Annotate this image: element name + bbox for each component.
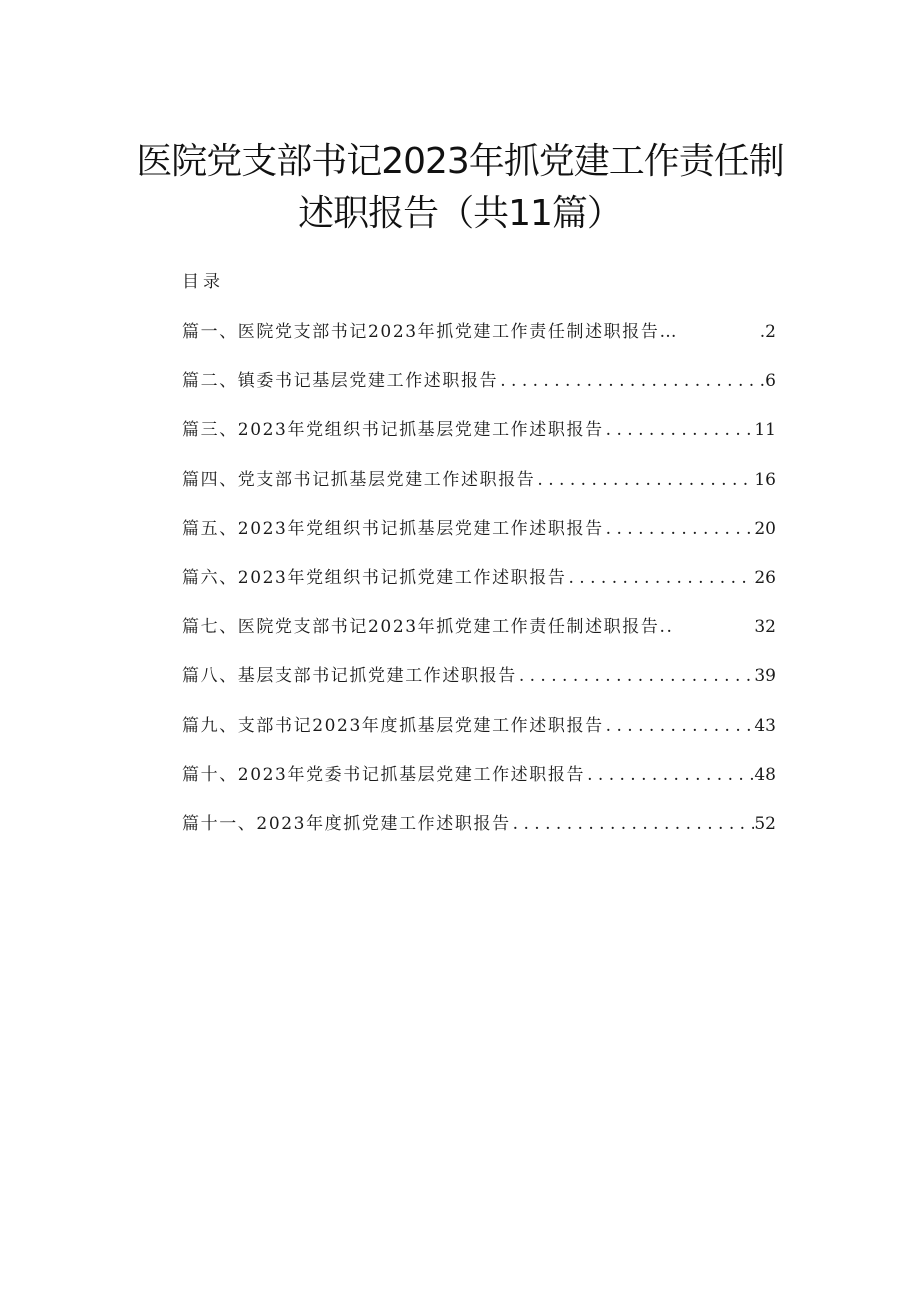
toc-entry[interactable] bbox=[182, 318, 776, 367]
document-title-line-1: 医院党支部书记2023年抓党建工作责任制 bbox=[136, 141, 784, 182]
toc-entry-page: 20 bbox=[754, 518, 776, 539]
toc-entry-page: 48 bbox=[754, 764, 776, 785]
toc-leader-dots bbox=[498, 367, 765, 395]
toc-entry[interactable] bbox=[182, 662, 776, 711]
toc-entry-title: 篇十、2023年党委书记抓基层党建工作述职报告 bbox=[182, 764, 586, 785]
toc-entry-page: .2 bbox=[759, 322, 776, 342]
toc-entry[interactable] bbox=[182, 466, 776, 515]
toc-leader-dots bbox=[585, 761, 754, 789]
toc-entry[interactable] bbox=[182, 564, 776, 613]
toc-entry-page: 6 bbox=[765, 371, 776, 392]
toc-entry-title: 篇三、2023年党组织书记抓基层党建工作述职报告 bbox=[182, 420, 604, 441]
toc-entry[interactable] bbox=[182, 515, 776, 564]
toc-entry-title: 篇八、基层支部书记抓党建工作述职报告 bbox=[182, 666, 517, 687]
toc-entry-page: 11 bbox=[754, 420, 776, 441]
toc-entry-title: 篇二、镇委书记基层党建工作述职报告 bbox=[182, 371, 499, 392]
toc-entry-title: 篇四、党支部书记抓基层党建工作述职报告 bbox=[182, 469, 536, 490]
toc-entry-page: 16 bbox=[754, 469, 776, 490]
toc-entry-title: 篇一、医院党支部书记2023年抓党建工作责任制述职报告… bbox=[182, 322, 679, 342]
toc-entry-title: 篇六、2023年党组织书记抓党建工作述职报告 bbox=[182, 567, 567, 588]
toc-heading: 目录 bbox=[182, 272, 224, 292]
toc-entry-title: 篇五、2023年党组织书记抓基层党建工作述职报告 bbox=[182, 518, 604, 539]
toc-entry[interactable] bbox=[182, 367, 776, 416]
toc-entry-title: 篇十一、2023年度抓党建工作述职报告 bbox=[182, 813, 511, 834]
table-of-contents bbox=[182, 318, 776, 859]
toc-leader-dots bbox=[566, 564, 754, 592]
toc-leader-dots bbox=[517, 662, 755, 690]
toc-entry-page: 52 bbox=[754, 813, 776, 834]
document-title-line-2: 述职报告（共11篇） bbox=[298, 193, 622, 234]
toc-leader-dots bbox=[604, 712, 755, 740]
toc-entry-title: 篇九、支部书记2023年度抓基层党建工作述职报告 bbox=[182, 715, 604, 736]
toc-entry-page: 26 bbox=[754, 567, 776, 588]
toc-leader-dots bbox=[604, 416, 755, 444]
toc-leader-dots bbox=[535, 466, 754, 494]
toc-entry-page: 43 bbox=[754, 715, 776, 736]
toc-entry[interactable] bbox=[182, 712, 776, 761]
toc-entry-title: 篇七、医院党支部书记2023年抓党建工作责任制述职报告.. bbox=[182, 617, 674, 638]
toc-leader-dots bbox=[604, 515, 755, 543]
toc-leader-dots bbox=[511, 810, 755, 838]
toc-entry[interactable] bbox=[182, 416, 776, 465]
toc-entry-page: 39 bbox=[754, 666, 776, 687]
toc-entry-page: 32 bbox=[754, 617, 776, 638]
toc-entry[interactable] bbox=[182, 761, 776, 810]
toc-entry[interactable] bbox=[182, 613, 776, 662]
toc-entry[interactable] bbox=[182, 810, 776, 859]
